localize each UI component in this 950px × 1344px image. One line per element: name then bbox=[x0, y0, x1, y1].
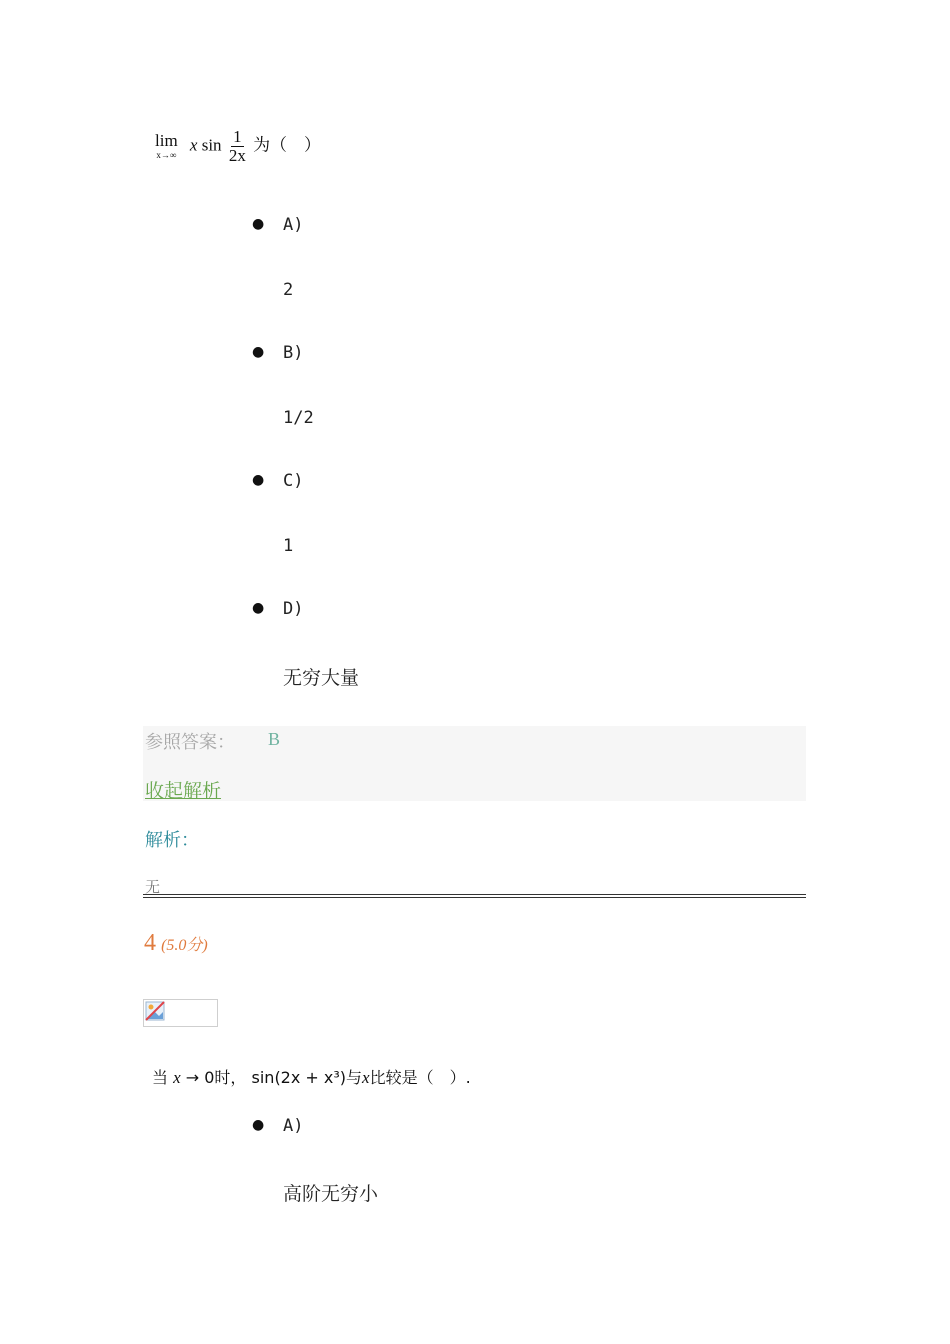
question-stem: 当 x → 0时， sin(2x + x³)与x比较是（ ）. bbox=[152, 1068, 471, 1087]
answer-value: B bbox=[268, 729, 281, 749]
option-c-text: 1 bbox=[283, 536, 294, 556]
option-b-text: 1/2 bbox=[283, 408, 314, 428]
answer-panel bbox=[143, 726, 806, 801]
collapse-analysis-link[interactable]: 收起解析 bbox=[145, 780, 222, 802]
option-a-label[interactable]: A) bbox=[283, 1116, 304, 1136]
bullet-icon: ● bbox=[252, 216, 265, 232]
question-image bbox=[143, 999, 218, 1027]
analysis-text: 无 bbox=[145, 878, 161, 896]
answer-label: 参照答案： bbox=[145, 732, 235, 753]
fraction: $\frac{1}{2x}$ bbox=[228, 127, 246, 165]
bullet-icon: ● bbox=[252, 344, 265, 360]
bullet-icon: ● bbox=[252, 1117, 265, 1133]
option-a-label[interactable]: A) bbox=[283, 215, 304, 235]
question-header bbox=[144, 930, 208, 957]
option-d-text: 无穷大量 bbox=[283, 667, 360, 689]
bullet-icon: ● bbox=[252, 472, 265, 488]
option-d-label[interactable]: D) bbox=[283, 599, 304, 619]
option-a-text: 2 bbox=[283, 280, 294, 300]
limit-operator: lim x→∞ bbox=[155, 131, 178, 161]
option-c-label[interactable]: C) bbox=[283, 471, 304, 491]
option-a-text: 高阶无穷小 bbox=[283, 1183, 379, 1205]
divider bbox=[143, 894, 806, 895]
broken-image-icon bbox=[145, 1001, 165, 1021]
analysis-label: 解析： bbox=[145, 830, 199, 851]
question-score: (5.0分) bbox=[161, 937, 208, 954]
question-formula: lim x→∞ x sin $\frac{1}{2x}$ 为（ ） bbox=[155, 127, 322, 165]
bullet-icon: ● bbox=[252, 600, 265, 616]
question-number: 4 bbox=[144, 930, 156, 956]
divider bbox=[143, 897, 806, 898]
option-b-label[interactable]: B) bbox=[283, 343, 304, 363]
